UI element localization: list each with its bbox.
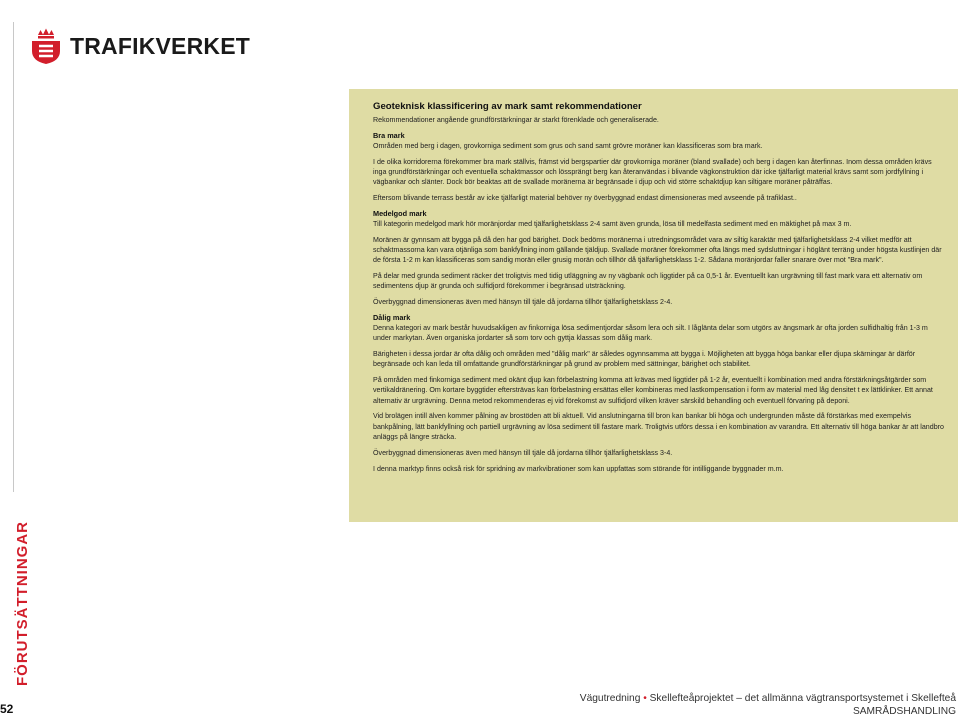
trafikverket-logo xyxy=(30,26,250,66)
brand-name: TRAFIKVERKET xyxy=(70,32,251,59)
footer-line-2: SAMRÅDSHANDLING xyxy=(852,706,956,717)
paragraph: Till kategorin medelgod mark hör moränjordar med tjälfarlighetsklass 2-4 samt även grunda, lösa till medelfasta sediment med en mäktighet på max 3 m. xyxy=(373,219,852,228)
box-intro: Rekommendationer angående grundförstärkningar är starkt förenklade och generaliserade. xyxy=(373,116,659,124)
page-number: 52 xyxy=(0,702,14,716)
paragraph: I de olika korridorerna förekommer bra mark ställvis, främst vid bergspartier där grovkorniga moräner (bland svallade) och berg i dagen kan återfinnas. Inom dessa områden krävs inga grundförstärkningar och eventuella schaktmassor och lössprängt berg kan återanvändas i blivande vägkonstruktion där icke tjälfarligt material krävs samt som jordfyllning i vägbankar och slänter. Dock bör beaktas att de svallade moränerna är begränsade i djup och vid större schaktdjup kan siltigare moräner påträffas. xyxy=(373,157,932,187)
paragraph: Bärigheten i dessa jordar är ofta dålig och områden med "dålig mark" är således ogynnsamma att bygga i. Möjligheten att bygga höga bankar eller djupa skärningar är därför begränsade och kan leda till omfattande grundförstärkningar på grund av problem med sättningar, bärighet och stabilitet. xyxy=(373,349,916,369)
crown-emblem-icon xyxy=(30,27,62,65)
margin-rule xyxy=(13,22,14,492)
paragraph: Moränen är gynnsam att bygga på då den har god bärighet. Dock bedöms moränerna i utredningsområdet vara av siltig karaktär med tjälfarlighetsklass 2-4 vilket medför att schaktmassorna kan vara otjänliga som bankfyllning inom gällande tjäldjup. Svallade moräner förekommer ofta längs med sydsluttningar i höglänt terräng under högsta kustlinjen där de första 1-2 m kan klassificeras som sandig morän eller grusig morän och tillhör då tjälfarlighetsklass 1-2. Sådana moränjordar faller snarare över mot "Bra mark". xyxy=(373,235,942,265)
paragraph: Överbyggnad dimensioneras även med hänsyn till tjäle då jordarna tillhör tjälfarlighetsklass 2-4. xyxy=(373,298,673,307)
heading-dalig-mark: Dålig mark xyxy=(373,312,411,322)
paragraph: Denna kategori av mark består huvudsakligen av finkorniga lösa sedimentjordar såsom lera och silt. I låglänta delar som utgörs av ängsmark är ofta jorden sulfidhaltig från 1-3 m under markytan. Även organiska jordarter så som torv och gyttja klassas som dålig mark. xyxy=(373,323,928,343)
footer-doc-type: Vägutredning xyxy=(579,693,641,704)
paragraph: Överbyggnad dimensioneras även med hänsyn till tjäle då jordarna tillhör tjälfarlighetsklass 3-4. xyxy=(373,448,673,457)
bullet-icon: • xyxy=(643,693,650,704)
footer-line-1 xyxy=(580,692,956,705)
heading-medelgod-mark: Medelgod mark xyxy=(373,208,427,218)
box-title: Geoteknisk klassificering av mark samt rekommendationer xyxy=(373,101,642,112)
paragraph: Eftersom blivande terrass består av icke tjälfarligt material behöver ny överbyggnad endast dimensioneras med avseende på trafiklast.. xyxy=(373,193,797,202)
page-footer xyxy=(580,692,956,718)
section-label: FÖRUTSÄTTNINGAR xyxy=(14,521,31,686)
paragraph: På delar med grunda sediment räcker det troligtvis med tidig utläggning av ny vägbank och liggtider på ca 0,5-1 år. Eventuellt kan urgrävning till fast mark vara ett alternativ om sedimentens djup är grunda och sulfidjord förekommer i begränsad utsträckning. xyxy=(373,271,923,291)
footer-project: Skellefteåprojektet – det allmänna vägtransportsystemet i Skellefteå xyxy=(649,693,956,704)
paragraph: Områden med berg i dagen, grovkorniga sediment som grus och sand samt grövre moräner kan klassificeras som bra mark. xyxy=(373,141,763,150)
geotechnical-info-box xyxy=(349,89,958,522)
paragraph: I denna marktyp finns också risk för spridning av markvibrationer som kan uppfattas som störande för intilliggande byggnader m.m. xyxy=(373,464,784,473)
paragraph: På områden med finkorniga sediment med okänt djup kan förbelastning komma att krävas med liggtider på 1-2 år, eventuellt i kombination med andra förstärkningsåtgärder som vertikaldränering. Om kortare byggtider eftersträvas kan förbelastning ersättas eller kombineras med lastkompensation i form av material med låg densitet t ex lättklinker. Ett annat alternativ är urgrävning. Denna metod rekommenderas ej vid förekomst av sulfidjord vilken kräver särskild behandling och eventuell förvaring på deponi. xyxy=(373,376,933,405)
paragraph: Vid brolägen intill älven kommer pålning av brostöden att bli aktuell. Vid anslutningarna till bron kan bankar bli höga och undergrunden måste då förstärkas med exempelvis bankpålning, lätt bankfyllning och partiell urgrävning av lösa sediment till fastare mark. Troligtvis utförs dessa i en kombination av varandra. Ett alternativ till höga bankar är att landbro anläggs på längre sträcka. xyxy=(373,412,944,442)
heading-bra-mark: Bra mark xyxy=(373,130,405,140)
